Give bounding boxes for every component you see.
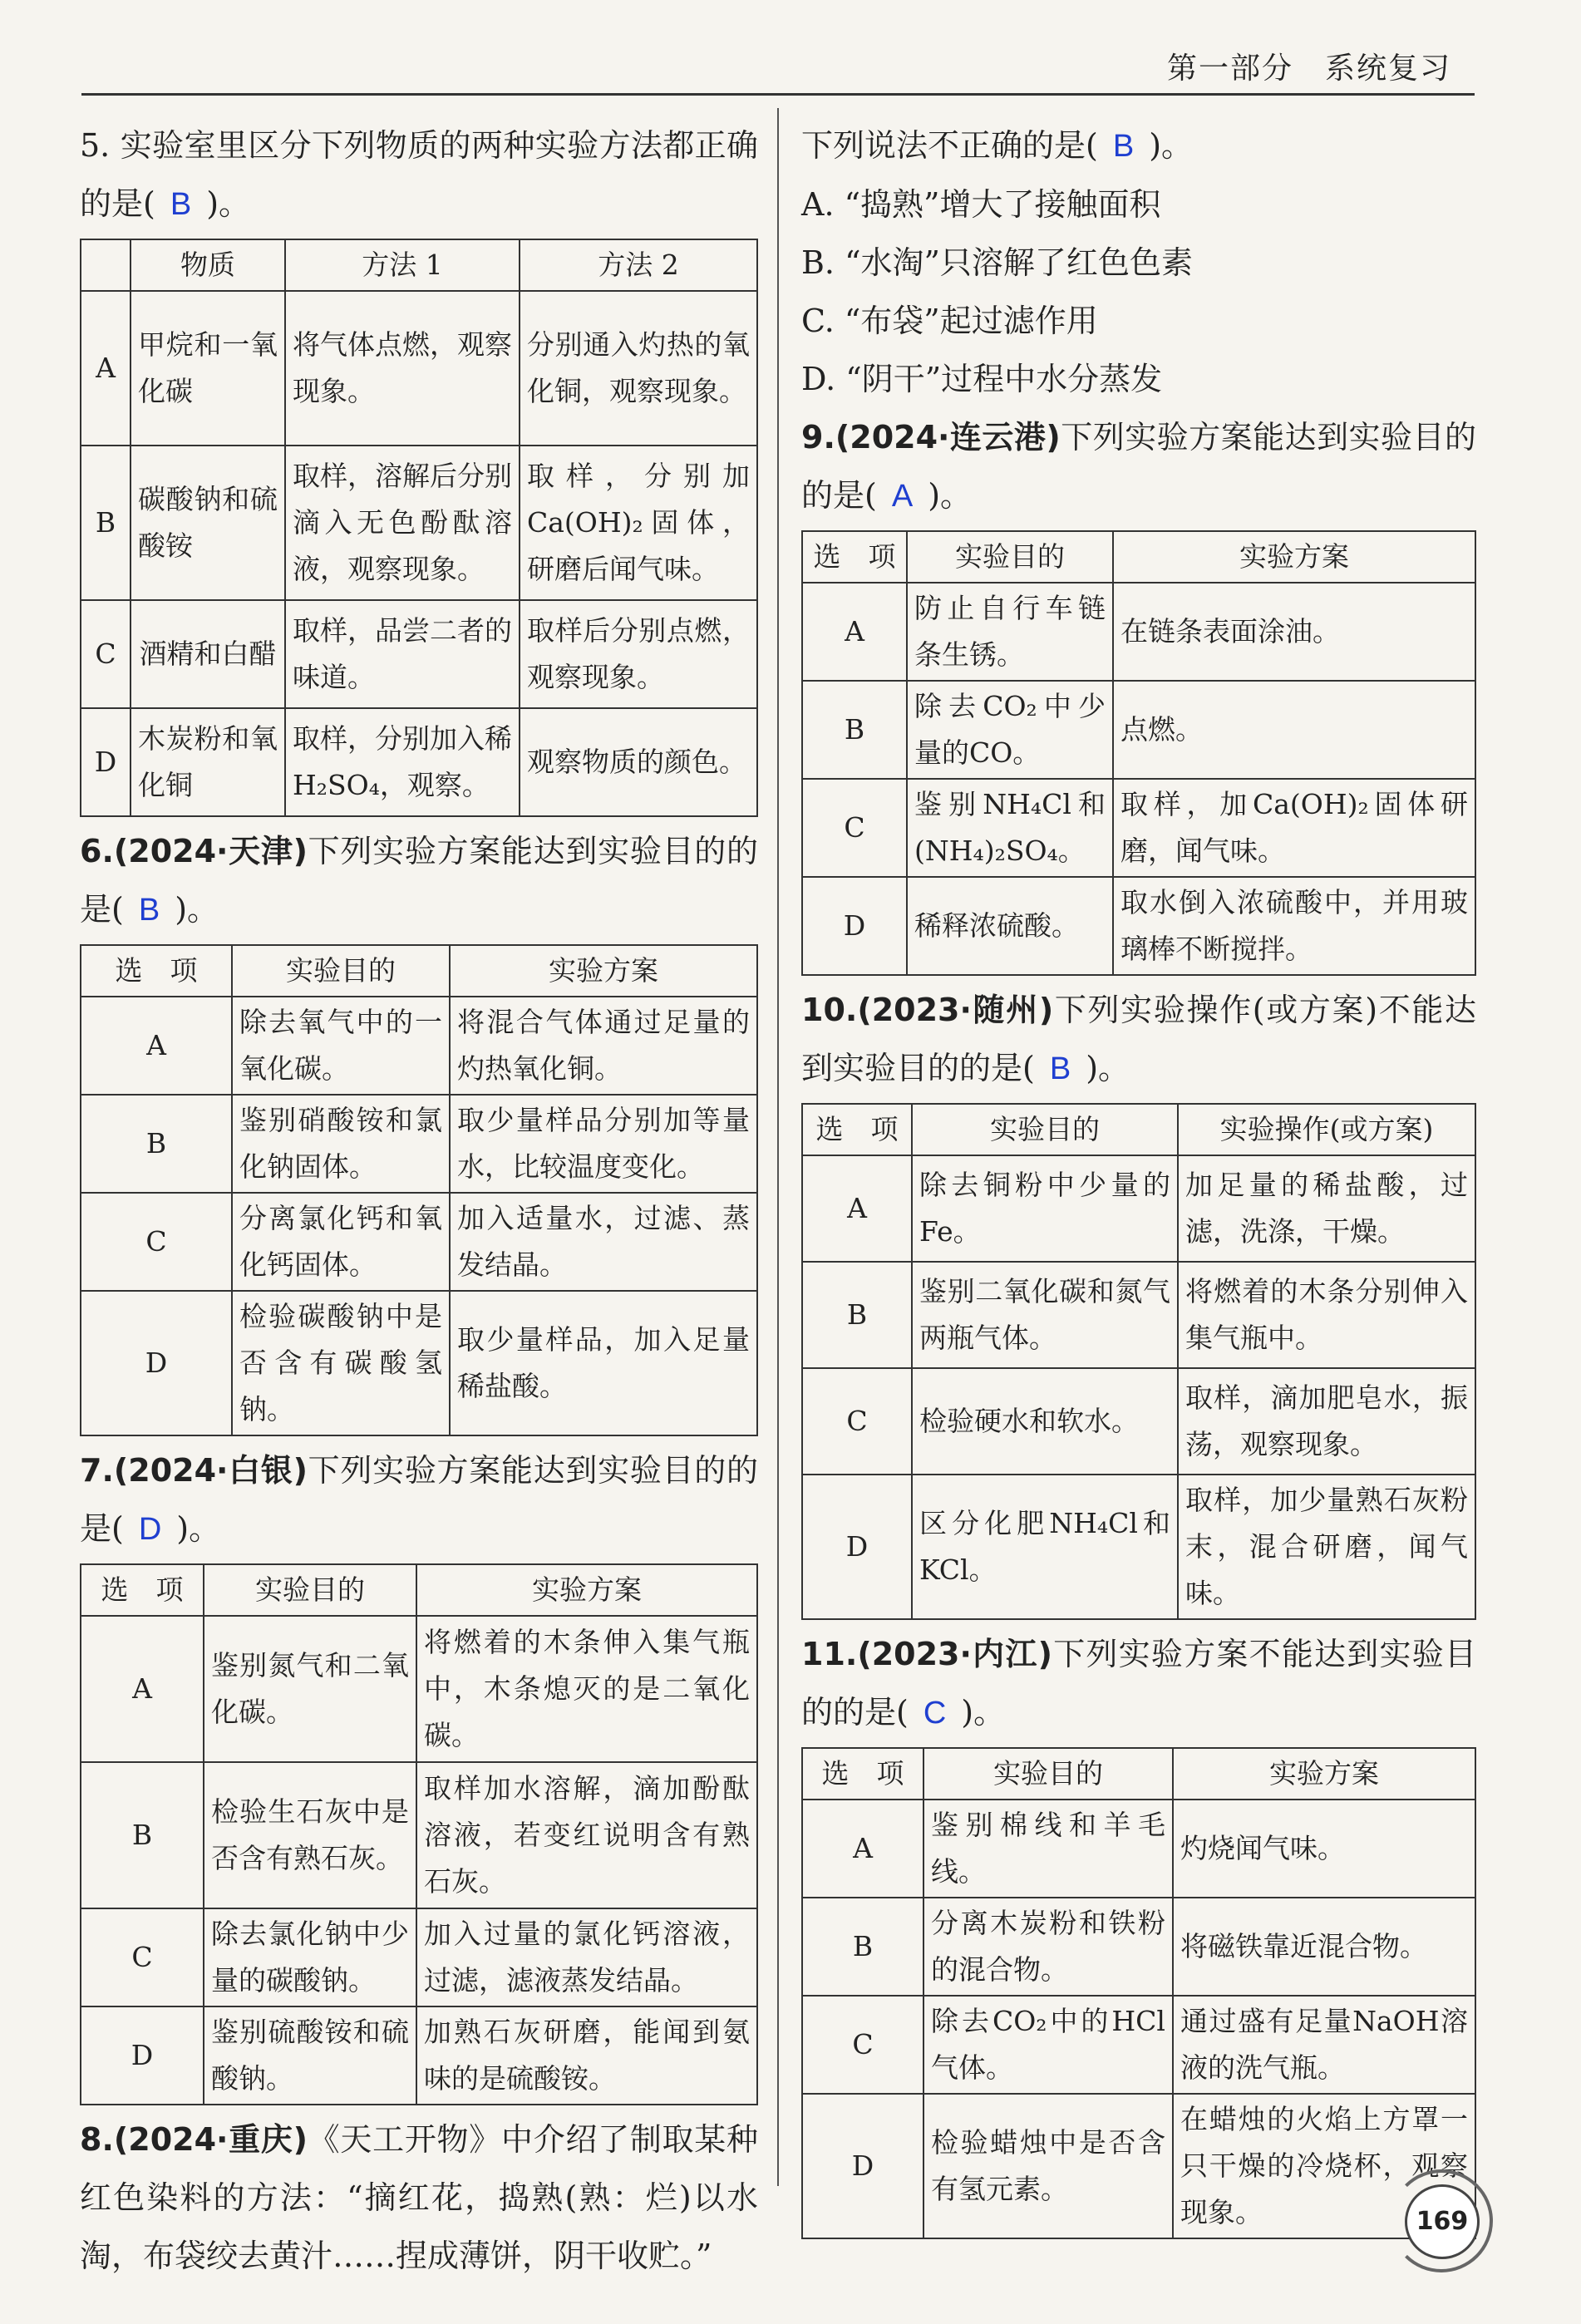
- option-c: C. “布袋”起过滤作用: [801, 303, 1098, 339]
- question-source: (2024·白银): [113, 1452, 308, 1489]
- question-source: (2024·重庆): [113, 2121, 308, 2158]
- table-header: 方法 1: [285, 239, 520, 291]
- table-row: D 木炭粉和氧化铜 取样，分别加入稀H₂SO₄，观察。 观察物质的颜色。: [81, 708, 757, 816]
- table-row: C 除去CO₂中的HCl气体。 通过盛有足量NaOH溶液的洗气瓶。: [802, 1996, 1475, 2094]
- table-header: 选 项: [81, 945, 232, 997]
- section-title: 第一部分 系统复习: [1166, 52, 1451, 86]
- table-row: C 酒精和白醋 取样，品尝二者的味道。 取样后分别点燃，观察现象。: [81, 600, 757, 708]
- table-header: 物质: [131, 239, 285, 291]
- page-header: [81, 40, 1475, 96]
- right-column: [801, 116, 1476, 2244]
- table-header: 实验方案: [416, 1564, 757, 1616]
- table-header: 选 项: [802, 1104, 912, 1155]
- table-row: C 分离氯化钙和氧化钙固体。 加入适量水，过滤、蒸发结晶。: [81, 1193, 757, 1291]
- table-row: D 稀释浓硫酸。 取水倒入浓硫酸中，并用玻璃棒不断搅拌。: [802, 877, 1475, 975]
- page-number: 169: [1405, 2184, 1480, 2259]
- column-divider: [777, 108, 779, 2186]
- answer-q10: B: [1049, 1051, 1071, 1086]
- table-header: 方法 2: [520, 239, 757, 291]
- table-row: B 鉴别硝酸铵和氯化钠固体。 取少量样品分别加等量水，比较温度变化。: [81, 1095, 757, 1193]
- table-row: B 检验生石灰中是否含有熟石灰。 取样加水溶解，滴加酚酞溶液，若变红说明含有熟石灰。: [81, 1762, 757, 1908]
- table-q6: [80, 944, 758, 1436]
- table-row: B 分离木炭粉和铁粉的混合物。 将磁铁靠近混合物。: [802, 1898, 1475, 1996]
- question-11-stem: 11.(2023·内江)下列实验方案不能达到实验目的的是( C )。: [801, 1636, 1476, 1731]
- table-row: D 检验碳酸钠中是否含有碳酸氢钠。 取少量样品，加入足量稀盐酸。: [81, 1291, 757, 1435]
- question-source: (2023·随州): [857, 992, 1054, 1028]
- table-row: A 除去氧气中的一氧化碳。 将混合气体通过足量的灼热氧化铜。: [81, 997, 757, 1095]
- answer-q5: B: [170, 187, 192, 222]
- answer-q6: B: [138, 893, 160, 928]
- question-6-stem: 6.(2024·天津)下列实验方案能达到实验目的的是( B )。: [80, 833, 758, 928]
- table-q5: [80, 239, 758, 817]
- table-header: 实验目的: [923, 1748, 1173, 1800]
- table-header: 实验目的: [232, 945, 450, 997]
- table-row: B 碳酸钠和硫酸铵 取样，溶解后分别滴入无色酚酞溶液，观察现象。 取样，分别加Ca(OH)₂固体，研磨后闻气味。: [81, 446, 757, 600]
- question-9-stem: 9.(2024·连云港)下列实验方案能达到实验目的的是( A )。: [801, 419, 1476, 514]
- table-row: D 鉴别硫酸铵和硫酸钠。 加熟石灰研磨，能闻到氨味的是硫酸铵。: [81, 2006, 757, 2105]
- table-q11: [801, 1747, 1476, 2239]
- table-header: 实验方案: [1173, 1748, 1475, 1800]
- table-q7: [80, 1563, 758, 2105]
- question-7-stem: 7.(2024·白银)下列实验方案能达到实验目的的是( D )。: [80, 1452, 758, 1547]
- table-header: 选 项: [802, 1748, 923, 1800]
- table-row: A 除去铜粉中少量的Fe。 加足量的稀盐酸，过滤，洗涤，干燥。: [802, 1155, 1475, 1262]
- option-d: D. “阴干”过程中水分蒸发: [801, 361, 1163, 397]
- table-q9: [801, 530, 1476, 976]
- left-column: [80, 116, 758, 2285]
- table-row: C 检验硬水和软水。 取样，滴加肥皂水，振荡，观察现象。: [802, 1368, 1475, 1475]
- question-5-stem: 5. 实验室里区分下列物质的两种实验方法都正确的是( B )。: [80, 127, 758, 222]
- question-source: (2024·连云港): [835, 419, 1061, 455]
- answer-q7: D: [138, 1512, 162, 1547]
- table-row: A 鉴别氮气和二氧化碳。 将燃着的木条伸入集气瓶中，木条熄灭的是二氧化碳。: [81, 1616, 757, 1762]
- table-header: 实验方案: [450, 945, 757, 997]
- table-row: A 鉴别棉线和羊毛线。 灼烧闻气味。: [802, 1800, 1475, 1898]
- table-q10: [801, 1103, 1476, 1620]
- question-10-stem: 10.(2023·随州)下列实验操作(或方案)不能达到实验目的的是( B )。: [801, 992, 1476, 1086]
- answer-q8: B: [1112, 129, 1135, 164]
- question-8-stem: 8.(2024·重庆)《天工开物》中介绍了制取某种红色染料的方法：“摘红花，捣熟(熟：烂)以水淘，布袋绞去黄汁……捏成薄饼，阴干收贮。”: [80, 2121, 758, 2274]
- question-source: (2023·内江): [857, 1636, 1052, 1672]
- table-row: C 除去氯化钠中少量的碳酸钠。 加入过量的氯化钙溶液，过滤，滤液蒸发结晶。: [81, 1908, 757, 2006]
- question-8-continuation: 下列说法不正确的是( B )。: [801, 127, 1194, 164]
- table-row: B 除去CO₂中少量的CO。 点燃。: [802, 681, 1475, 779]
- table-header-blank: [81, 239, 131, 291]
- table-header: 选 项: [81, 1564, 204, 1616]
- table-header: 选 项: [802, 531, 907, 583]
- table-header: 实验操作(或方案): [1178, 1104, 1475, 1155]
- table-header: 实验目的: [204, 1564, 416, 1616]
- answer-q9: A: [891, 479, 914, 514]
- table-row: D 检验蜡烛中是否含有氢元素。 在蜡烛的火焰上方罩一只干燥的冷烧杯，观察现象。: [802, 2094, 1475, 2238]
- table-row: A 甲烷和一氧化碳 将气体点燃，观察现象。 分别通入灼热的氧化铜，观察现象。: [81, 291, 757, 446]
- table-row: B 鉴别二氧化碳和氮气两瓶气体。 将燃着的木条分别伸入集气瓶中。: [802, 1262, 1475, 1368]
- table-row: C 鉴别NH₄Cl和(NH₄)₂SO₄。 取样，加Ca(OH)₂固体研磨，闻气味。: [802, 779, 1475, 877]
- table-header: 实验目的: [912, 1104, 1178, 1155]
- answer-q11: C: [923, 1696, 947, 1731]
- table-row: A 防止自行车链条生锈。 在链条表面涂油。: [802, 583, 1475, 681]
- option-b: B. “水淘”只溶解了红色色素: [801, 244, 1193, 281]
- question-source: (2024·天津): [113, 833, 308, 869]
- table-header: 实验目的: [907, 531, 1113, 583]
- table-row: D 区分化肥NH₄Cl和KCl。 取样，加少量熟石灰粉末，混合研磨，闻气味。: [802, 1475, 1475, 1619]
- table-header: 实验方案: [1113, 531, 1475, 583]
- option-a: A. “捣熟”增大了接触面积: [801, 186, 1161, 223]
